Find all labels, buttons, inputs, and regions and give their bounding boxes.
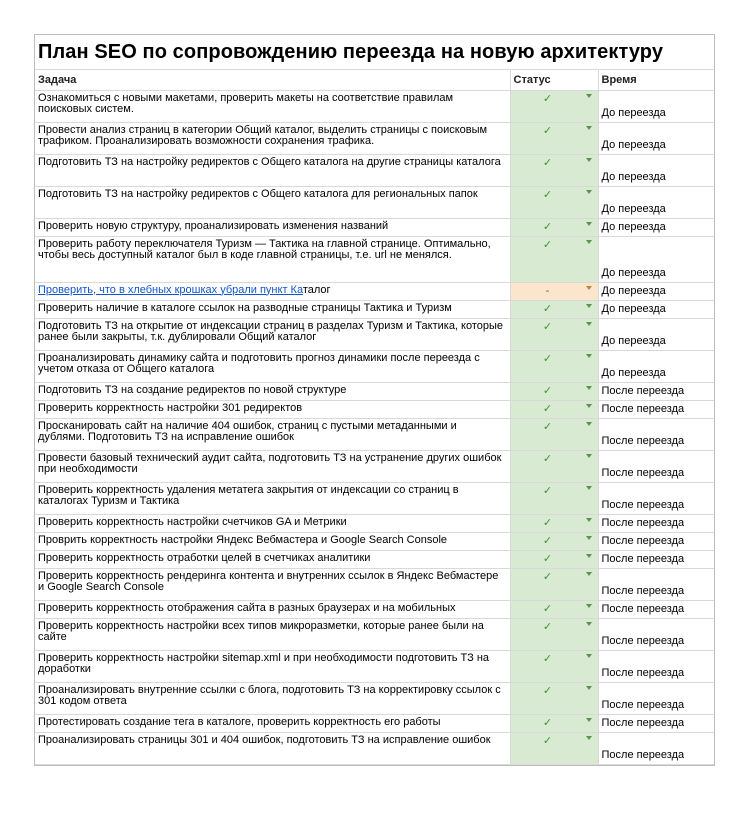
spreadsheet bbox=[34, 34, 715, 766]
task-cell[interactable] bbox=[35, 600, 510, 618]
chevron-down-icon[interactable] bbox=[586, 736, 592, 740]
time-cell[interactable]: После переезда bbox=[598, 732, 714, 764]
checkmark-icon: ✓ bbox=[542, 516, 553, 529]
chevron-down-icon[interactable] bbox=[586, 158, 592, 162]
task-text: Подготовить ТЗ на открытие от индексации страниц в разделах Туризм и Тактика, которые ранее были закрыты, т.к. дублировали Общий каталог bbox=[38, 319, 504, 343]
status-dropdown[interactable] bbox=[510, 400, 598, 418]
task-text: Проверить корректность настройки sitemap.xml и при необходимости подготовить ТЗ на доработки bbox=[38, 651, 490, 675]
chevron-down-icon[interactable] bbox=[586, 304, 592, 308]
checkmark-icon: ✓ bbox=[542, 534, 553, 547]
status-dropdown[interactable] bbox=[510, 550, 598, 568]
chevron-down-icon[interactable] bbox=[586, 354, 592, 358]
task-text: Подготовить ТЗ на настройку редиректов с Общего каталога на другие страницы каталога bbox=[38, 155, 501, 168]
status-dropdown[interactable] bbox=[510, 514, 598, 532]
task-text: Проверить корректность настройки 301 редиректов bbox=[38, 401, 303, 414]
chevron-down-icon[interactable] bbox=[586, 604, 592, 608]
task-cell[interactable] bbox=[35, 90, 510, 122]
chevron-down-icon[interactable] bbox=[586, 126, 592, 130]
column-header-task[interactable]: Задача bbox=[35, 70, 510, 90]
task-cell[interactable] bbox=[35, 732, 510, 764]
task-cell[interactable] bbox=[35, 550, 510, 568]
table-row bbox=[35, 236, 714, 282]
task-link[interactable]: Проверить, что в хлебных крошках убрали пункт Ка bbox=[38, 283, 303, 296]
table-row bbox=[35, 650, 714, 682]
status-dropdown[interactable] bbox=[510, 568, 598, 600]
task-text: талог bbox=[302, 283, 331, 296]
chevron-down-icon[interactable] bbox=[586, 222, 592, 226]
table-row bbox=[35, 318, 714, 350]
chevron-down-icon[interactable] bbox=[586, 654, 592, 658]
table-row bbox=[35, 122, 714, 154]
table-row bbox=[35, 418, 714, 450]
status-dropdown[interactable] bbox=[510, 154, 598, 186]
status-dropdown[interactable] bbox=[510, 682, 598, 714]
time-cell[interactable]: До переезда bbox=[598, 318, 714, 350]
checkmark-icon: ✓ bbox=[542, 552, 553, 565]
table-row bbox=[35, 618, 714, 650]
table-row bbox=[35, 482, 714, 514]
chevron-down-icon[interactable] bbox=[586, 554, 592, 558]
status-dropdown[interactable] bbox=[510, 282, 598, 300]
table-row bbox=[35, 400, 714, 418]
checkmark-icon: ✓ bbox=[542, 384, 553, 397]
checkmark-icon: ✓ bbox=[542, 716, 553, 729]
checkmark-icon: ✓ bbox=[542, 302, 553, 315]
status-dropdown[interactable] bbox=[510, 122, 598, 154]
table-row bbox=[35, 350, 714, 382]
status-dropdown[interactable] bbox=[510, 350, 598, 382]
chevron-down-icon[interactable] bbox=[586, 386, 592, 390]
task-text: Проверить работу переключателя Туризм — Тактика на главной странице. Оптимально, чтобы весь доступный каталог был в коде главной страницы, т.е. url не менялся. bbox=[38, 237, 491, 261]
checkmark-icon: ✓ bbox=[542, 238, 553, 251]
checkmark-icon: ✓ bbox=[542, 420, 553, 433]
task-cell[interactable] bbox=[35, 122, 510, 154]
chevron-down-icon[interactable] bbox=[586, 572, 592, 576]
chevron-down-icon[interactable] bbox=[586, 622, 592, 626]
task-text: Проверить корректность удаления метатега закрытия от индексации со страниц в каталогах Туризм и Тактика bbox=[38, 483, 459, 507]
checkmark-icon: ✓ bbox=[542, 188, 553, 201]
status-dropdown[interactable] bbox=[510, 732, 598, 764]
checkmark-icon: ✓ bbox=[542, 220, 553, 233]
table-row bbox=[35, 90, 714, 122]
time-cell[interactable]: После переезда bbox=[598, 450, 714, 482]
status-dropdown[interactable] bbox=[510, 482, 598, 514]
checkmark-icon: ✓ bbox=[542, 452, 553, 465]
checkmark-icon: ✓ bbox=[542, 602, 553, 615]
chevron-down-icon[interactable] bbox=[586, 718, 592, 722]
time-cell[interactable]: После переезда bbox=[598, 568, 714, 600]
chevron-down-icon[interactable] bbox=[586, 190, 592, 194]
task-text: Проанализировать динамику сайта и подготовить прогноз динамики после переезда с учетом отказа от Общего каталога bbox=[38, 351, 480, 375]
time-cell[interactable]: До переезда bbox=[598, 154, 714, 186]
table-row bbox=[35, 568, 714, 600]
time-cell[interactable]: До переезда bbox=[598, 236, 714, 282]
table-row bbox=[35, 682, 714, 714]
table-row bbox=[35, 514, 714, 532]
status-dropdown[interactable] bbox=[510, 618, 598, 650]
table-row bbox=[35, 154, 714, 186]
time-cell[interactable]: До переезда bbox=[598, 218, 714, 236]
checkmark-icon: ✓ bbox=[542, 320, 553, 333]
checkmark-icon: ✓ bbox=[542, 484, 553, 497]
task-cell[interactable] bbox=[35, 450, 510, 482]
time-cell[interactable]: После переезда bbox=[598, 382, 714, 400]
chevron-down-icon[interactable] bbox=[586, 518, 592, 522]
chevron-down-icon[interactable] bbox=[586, 240, 592, 244]
time-cell[interactable]: После переезда bbox=[598, 600, 714, 618]
task-cell[interactable] bbox=[35, 282, 510, 300]
time-cell[interactable]: До переезда bbox=[598, 90, 714, 122]
checkmark-icon: ✓ bbox=[542, 156, 553, 169]
task-text: Проверить новую структуру, проанализировать изменения названий bbox=[38, 219, 389, 232]
task-text: Подготовить ТЗ на создание редиректов по новой структуре bbox=[38, 383, 347, 396]
status-dropdown[interactable] bbox=[510, 450, 598, 482]
task-cell[interactable] bbox=[35, 568, 510, 600]
table-row bbox=[35, 382, 714, 400]
time-cell[interactable]: После переезда bbox=[598, 682, 714, 714]
status-dropdown[interactable] bbox=[510, 318, 598, 350]
task-cell[interactable] bbox=[35, 482, 510, 514]
table-row bbox=[35, 714, 714, 732]
time-cell[interactable]: После переезда bbox=[598, 618, 714, 650]
checkmark-icon: ✓ bbox=[542, 734, 553, 747]
task-cell[interactable] bbox=[35, 418, 510, 450]
checkmark-icon: ✓ bbox=[542, 620, 553, 633]
task-cell[interactable] bbox=[35, 650, 510, 682]
task-cell[interactable] bbox=[35, 514, 510, 532]
task-text: Проверить корректность рендеринга контента и внутренних ссылок в Яндекс Вебмастере и Google Search Console bbox=[38, 569, 499, 593]
chevron-down-icon[interactable] bbox=[586, 286, 592, 290]
time-cell[interactable]: После переезда bbox=[598, 418, 714, 450]
task-text: Протестировать создание тега в каталоге, проверить корректность его работы bbox=[38, 715, 441, 728]
time-cell[interactable]: После переезда bbox=[598, 650, 714, 682]
task-text: Проврить корректность настройки Яндекс Вебмастера и Google Search Console bbox=[38, 533, 448, 546]
task-text: Проверить корректность отработки целей в счетчиках аналитики bbox=[38, 551, 371, 564]
checkmark-icon: ✓ bbox=[542, 402, 553, 415]
task-text: Проверить наличие в каталоге ссылок на разводные страницы Тактика и Туризм bbox=[38, 301, 452, 314]
time-cell[interactable]: После переезда bbox=[598, 514, 714, 532]
task-text: Проверить корректность настройки всех типов микроразметки, которые ранее были на сайте bbox=[38, 619, 484, 643]
task-text: Подготовить ТЗ на настройку редиректов с Общего каталога для региональных папок bbox=[38, 187, 478, 200]
task-cell[interactable] bbox=[35, 618, 510, 650]
chevron-down-icon[interactable] bbox=[586, 454, 592, 458]
time-cell[interactable]: До переезда bbox=[598, 122, 714, 154]
table-row bbox=[35, 732, 714, 764]
time-cell[interactable]: После переезда bbox=[598, 400, 714, 418]
time-cell[interactable]: После переезда bbox=[598, 482, 714, 514]
time-cell[interactable]: После переезда bbox=[598, 550, 714, 568]
table-row bbox=[35, 550, 714, 568]
status-dropdown[interactable] bbox=[510, 218, 598, 236]
task-cell[interactable] bbox=[35, 350, 510, 382]
chevron-down-icon[interactable] bbox=[586, 422, 592, 426]
table-row bbox=[35, 450, 714, 482]
time-cell[interactable]: После переезда bbox=[598, 714, 714, 732]
chevron-down-icon[interactable] bbox=[586, 486, 592, 490]
column-header-status[interactable]: Статус bbox=[510, 70, 598, 90]
time-cell[interactable]: До переезда bbox=[598, 282, 714, 300]
status-dropdown[interactable] bbox=[510, 600, 598, 618]
task-text: Просканировать сайт на наличие 404 ошибок, страниц с пустыми метаданными и дублями. Подготовить ТЗ на исправление ошибок bbox=[38, 419, 457, 443]
status-dropdown[interactable] bbox=[510, 650, 598, 682]
task-text: Проанализировать внутренние ссылки с блога, подготовить ТЗ на корректировку ссылок с 301 кодом ответа bbox=[38, 683, 501, 707]
status-dropdown[interactable] bbox=[510, 186, 598, 218]
task-cell[interactable] bbox=[35, 300, 510, 318]
checkmark-icon: ✓ bbox=[542, 652, 553, 665]
sheet-title: План SEO по сопровождению переезда на новую архитектуру bbox=[35, 35, 714, 70]
checkmark-icon: ✓ bbox=[542, 352, 553, 365]
task-cell[interactable] bbox=[35, 236, 510, 282]
task-text: Проанализировать страницы 301 и 404 ошибок, подготовить ТЗ на исправление ошибок bbox=[38, 733, 491, 746]
time-cell[interactable]: После переезда bbox=[598, 532, 714, 550]
time-cell[interactable]: До переезда bbox=[598, 350, 714, 382]
pending-mark: - bbox=[545, 284, 550, 297]
status-dropdown[interactable] bbox=[510, 714, 598, 732]
task-text: Провести анализ страниц в категории Общий каталог, выделить страницы с поисковым трафиком. Проанализировать возможности сохранения трафика. bbox=[38, 123, 488, 147]
task-cell[interactable] bbox=[35, 382, 510, 400]
status-dropdown[interactable] bbox=[510, 90, 598, 122]
header-row bbox=[35, 70, 714, 90]
table-row bbox=[35, 300, 714, 318]
task-cell[interactable] bbox=[35, 318, 510, 350]
time-cell[interactable]: До переезда bbox=[598, 300, 714, 318]
task-text: Проверить корректность настройки счетчиков GA и Метрики bbox=[38, 515, 347, 528]
task-cell[interactable] bbox=[35, 154, 510, 186]
column-header-time[interactable]: Время bbox=[598, 70, 714, 90]
task-cell[interactable] bbox=[35, 714, 510, 732]
checkmark-icon: ✓ bbox=[542, 570, 553, 583]
task-text: Ознакомиться с новыми макетами, проверить макеты на соответствие правилам поисковых систем. bbox=[38, 91, 454, 115]
table-row bbox=[35, 186, 714, 218]
checkmark-icon: ✓ bbox=[542, 684, 553, 697]
task-cell[interactable] bbox=[35, 218, 510, 236]
task-cell[interactable] bbox=[35, 400, 510, 418]
task-table bbox=[35, 70, 714, 765]
time-cell[interactable]: До переезда bbox=[598, 186, 714, 218]
checkmark-icon: ✓ bbox=[542, 124, 553, 137]
status-dropdown[interactable] bbox=[510, 236, 598, 282]
chevron-down-icon[interactable] bbox=[586, 322, 592, 326]
table-row bbox=[35, 282, 714, 300]
chevron-down-icon[interactable] bbox=[586, 686, 592, 690]
table-row bbox=[35, 600, 714, 618]
status-dropdown[interactable] bbox=[510, 300, 598, 318]
task-cell[interactable] bbox=[35, 682, 510, 714]
task-text: Проверить корректность отображения сайта в разных браузерах и на мобильных bbox=[38, 601, 456, 614]
status-dropdown[interactable] bbox=[510, 418, 598, 450]
task-text: Провести базовый технический аудит сайта, подготовить ТЗ на устранение других ошибок при необходимости bbox=[38, 451, 502, 475]
status-dropdown[interactable] bbox=[510, 382, 598, 400]
task-cell[interactable] bbox=[35, 186, 510, 218]
checkmark-icon: ✓ bbox=[542, 92, 553, 105]
chevron-down-icon[interactable] bbox=[586, 94, 592, 98]
chevron-down-icon[interactable] bbox=[586, 536, 592, 540]
chevron-down-icon[interactable] bbox=[586, 404, 592, 408]
status-dropdown[interactable] bbox=[510, 532, 598, 550]
table-row bbox=[35, 218, 714, 236]
task-cell[interactable] bbox=[35, 532, 510, 550]
table-row bbox=[35, 532, 714, 550]
